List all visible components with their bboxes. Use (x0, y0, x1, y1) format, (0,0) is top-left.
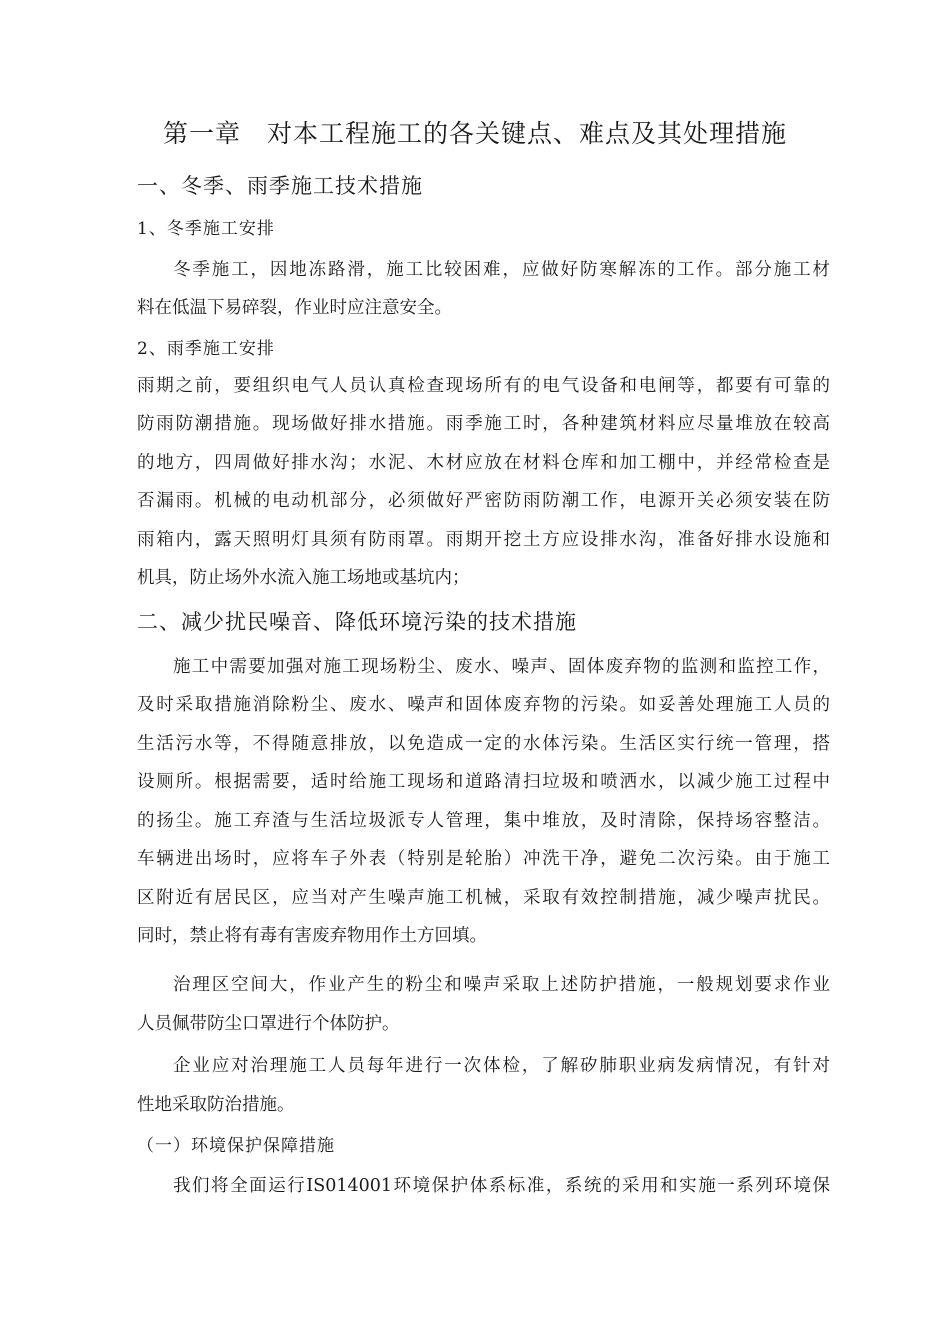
paragraph-line: 区附近有居民区，应当对产生噪声施工机械，采取有效控制措施，减少噪声扰民。 (137, 888, 830, 908)
subsection-heading-winter: 1、冬季施工安排 (137, 219, 275, 239)
paragraph-line: 同时，禁止将有毒有害废弃物用作土方回填。 (137, 926, 487, 946)
paragraph-line: 人员佩带防尘口罩进行个体防护。 (137, 1014, 400, 1034)
paragraph-line: 防雨防潮措施。现场做好排水措施。雨季施工时，各种建筑材料应尽量堆放在较高 (137, 414, 830, 434)
paragraph-line: 生活污水等，不得随意排放，以免造成一定的水体污染。生活区实行统一管理，搭 (137, 734, 830, 754)
paragraph-line: 车辆进出场时，应将车子外表（特别是轮胎）冲洗干净，避免二次污染。由于施工 (137, 849, 830, 869)
paragraph-line: 及时采取措施消除粉尘、废水、噪声和固体废弃物的污染。如妥善处理施工人员的 (137, 695, 830, 715)
paragraph-line: 料在低温下易碎裂，作业时应注意安全。 (137, 298, 452, 318)
paragraph-line: 企业应对治理施工人员每年进行一次体检，了解矽肺职业病发病情况，有针对 (173, 1056, 830, 1076)
paragraph-line: 我们将全面运行IS014001环境保护体系标准，系统的采用和实施一系列环境保 (173, 1176, 830, 1196)
paragraph-line: 的扬尘。施工弃渣与生活垃圾派专人管理，集中堆放，及时清除，保持场容整洁。 (137, 811, 830, 831)
paragraph-line: 的地方，四周做好排水沟；水泥、木材应放在材料仓库和加工棚中，并经常检查是 (137, 453, 830, 473)
paragraph-line: 雨期之前，要组织电气人员认真检查现场所有的电气设备和电闸等，都要有可靠的 (137, 376, 830, 396)
paragraph-line: 雨箱内，露天照明灯具须有防雨罩。雨期开挖土方应设排水沟，准备好排水设施和 (137, 530, 830, 550)
paragraph-line: 施工中需要加强对施工现场粉尘、废水、噪声、固体废弃物的监测和监控工作， (173, 657, 830, 677)
paragraph-line: 性地采取防治措施。 (137, 1095, 295, 1115)
paragraph-line: 否漏雨。机械的电动机部分，必须做好严密防雨防潮工作，电源开关必须安装在防 (137, 491, 830, 511)
subsection-heading-rain: 2、雨季施工安排 (137, 339, 275, 359)
paragraph-line: 冬季施工，因地冻路滑，施工比较困难，应做好防寒解冻的工作。部分施工材 (173, 260, 830, 280)
section-heading-1: 一、冬季、雨季施工技术措施 (137, 174, 423, 198)
subsection-heading-environment: （一）环境保护保障措施 (137, 1136, 335, 1156)
paragraph-line: 设厕所。根据需要，适时给施工现场和道路清扫垃圾和喷洒水，以减少施工过程中 (137, 772, 830, 792)
paragraph-line: 机具，防止场外水流入施工场地或基坑内； (137, 568, 470, 588)
section-heading-2: 二、减少扰民噪音、降低环境污染的技术措施 (137, 610, 577, 634)
chapter-title: 第一章 对本工程施工的各关键点、难点及其处理措施 (162, 119, 787, 148)
paragraph-line: 治理区空间大，作业产生的粉尘和噪声采取上述防护措施，一般规划要求作业 (173, 975, 830, 995)
